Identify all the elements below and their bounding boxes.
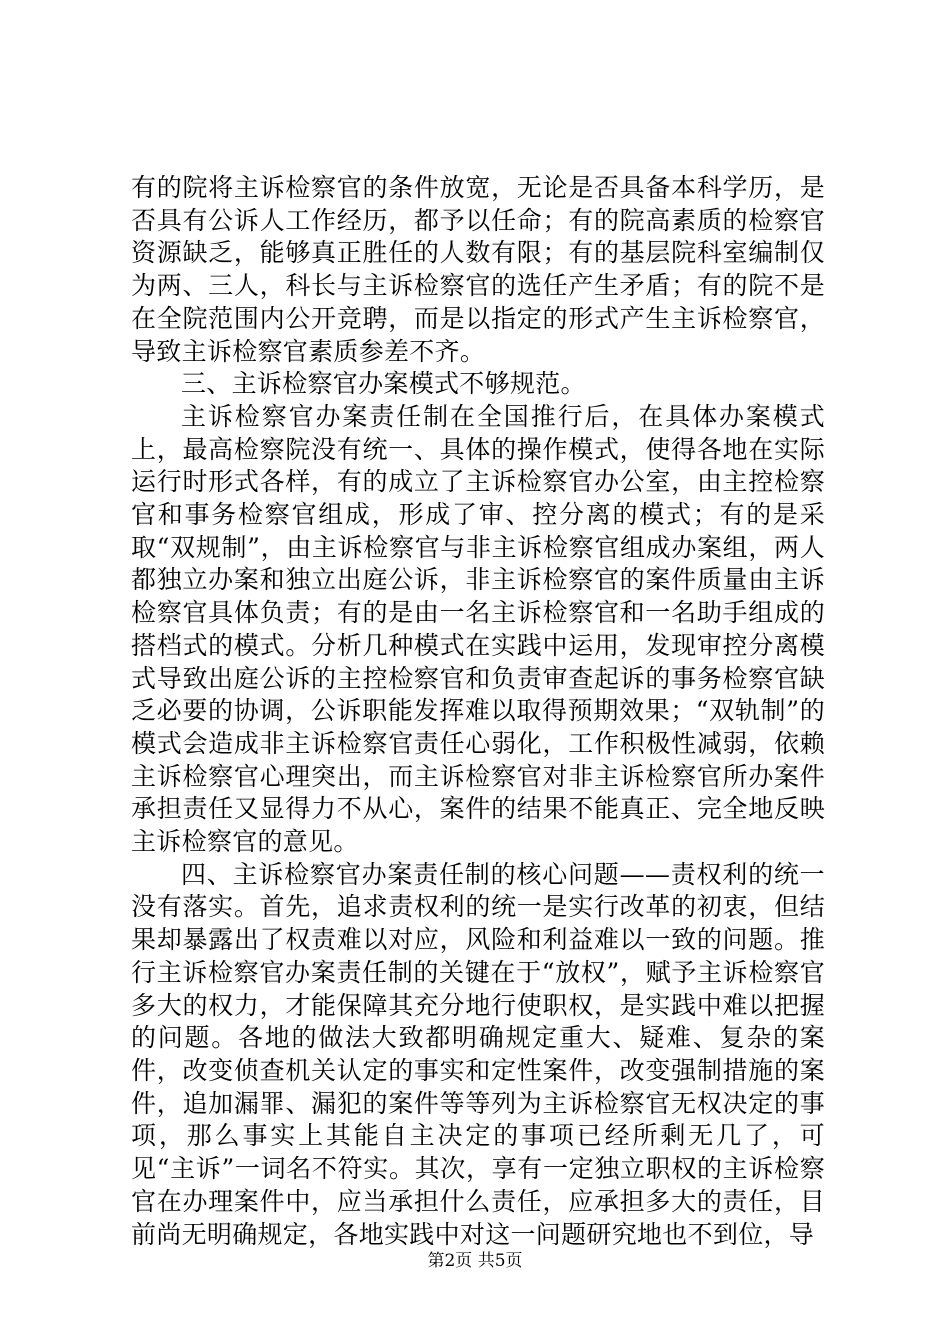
body-text [131,172,825,1251]
paragraph-2-heading: 三、主诉检察官办案模式不够规范。 [181,369,586,399]
paragraph-4: 四、主诉检察官办案责任制的核心问题——责权利的统一没有落实。首先，追求责权利的统一是实行改革的初衷，但结果却暴露出了权责难以对应，风险和利益难以一致的问题。推行主诉检察官办案责任制的关键在于“放权”，赋予主诉检察官多大的权力，才能保障其充分地行使职权，是实践中难以把握的问题。各地的做法大致都明确规定重大、疑难、复杂的案件，改变侦查机关认定的事实和定性案件，改变强制措施的案件，追加漏罪、漏犯的案件等等列为主诉检察官无权决定的事项，那么事实上其能自主决定的事项已经所剩无几了，可见“主诉”一词名不符实。其次，享有一定独立职权的主诉检察官在办理案件中，应当承担什么责任，应承担多大的责任，目前尚无明确规定，各地实践中对这一问题研究地也不到位，导 [131,859,825,1249]
paragraph-3: 主诉检察官办案责任制在全国推行后，在具体办案模式上，最高检察院没有统一、具体的操作模式，使得各地在实际运行时形式各样，有的成立了主诉检察官办公室，由主控检察官和事务检察官组成，形成了审、控分离的模式；有的是采取“双规制”，由主诉检察官与非主诉检察官组成办案组，两人都独立办案和独立出庭公诉，非主诉检察官的案件质量由主诉检察官具体负责；有的是由一名主诉检察官和一名助手组成的搭档式的模式。分析几种模式在实践中运用，发现审控分离模式导致出庭公诉的主控检察官和负责审查起诉的事务检察官缺乏必要的协调，公诉职能发挥难以取得预期效果；“双轨制”的模式会造成非主诉检察官责任心弱化，工作积极性减弱，依赖主诉检察官心理突出，而主诉检察官对非主诉检察官所办案件承担责任又显得力不从心，案件的结果不能真正、完全地反映主诉检察官的意见。 [131,401,825,857]
paragraph-1: 有的院将主诉检察官的条件放宽，无论是否具备本科学历，是否具有公诉人工作经历，都予以任命；有的院高素质的检察官资源缺乏，能够真正胜任的人数有限；有的基层院科室编制仅为两、三人，科长与主诉检察官的选任产生矛盾；有的院不是在全院范围内公开竞聘，而是以指定的形式产生主诉检察官，导致主诉检察官素质参差不齐。 [131,173,825,366]
page-footer: 第2页 共5页 [427,1251,523,1271]
